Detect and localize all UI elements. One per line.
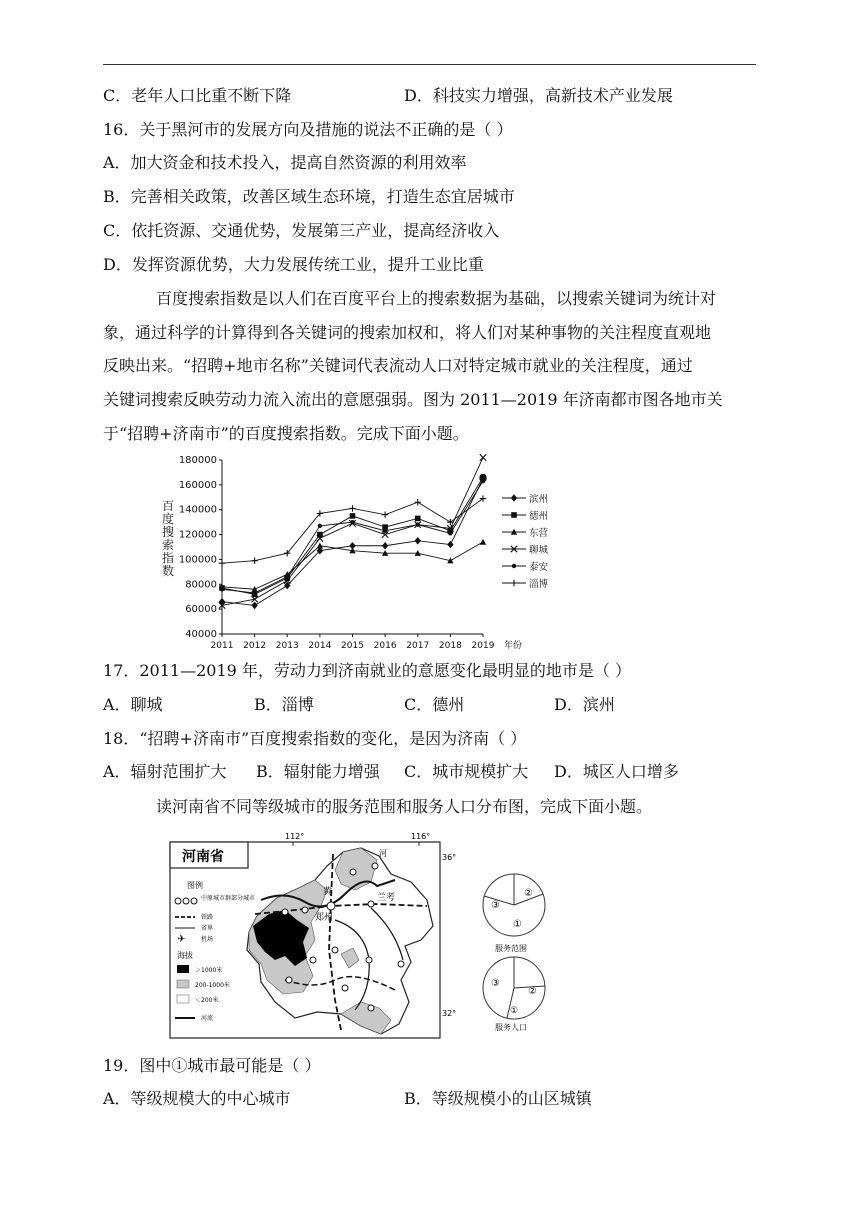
- legend-label: 聊城: [529, 545, 549, 556]
- data-point: [252, 591, 256, 595]
- q17-option-c: C．德州: [404, 695, 465, 714]
- lat-label-36: 36°: [442, 853, 457, 862]
- x-tick-label: 2015: [341, 641, 364, 651]
- q19-option-b: B．等级规模小的山区城镇: [404, 1089, 592, 1108]
- x-tick-label: 2019: [471, 641, 495, 651]
- q18-option-b: B．辐射能力增强: [256, 762, 380, 781]
- series-滨州: [219, 475, 487, 609]
- y-tick-label: 180000: [178, 455, 217, 466]
- ylabel-char: 数: [162, 564, 175, 578]
- series-淄博: [219, 495, 486, 566]
- data-point: [480, 539, 486, 545]
- y-tick-label: 140000: [178, 504, 217, 516]
- legend-label: 德州: [529, 511, 549, 522]
- legend-low: ＜200米: [195, 997, 219, 1004]
- passage1-line5: 于“招聘+济南市”的百度搜索指数。完成下面小题。: [103, 424, 469, 443]
- y-tick-label: 160000: [178, 479, 217, 491]
- airport-icon: ✈: [177, 934, 186, 945]
- q18-option-c: C．城市规模扩大: [404, 762, 529, 781]
- passage1-line2: 象，通过科学的计算得到各关键词的搜索加权和，将人们对某种事物的关注程度直观地: [103, 323, 712, 342]
- legend-marker: [511, 580, 517, 586]
- data-point: [481, 479, 485, 483]
- data-point: [447, 541, 453, 549]
- q17-option-b: B．淄博: [254, 695, 314, 714]
- data-point: [349, 505, 355, 511]
- legend-item: [502, 561, 549, 573]
- series-聊城: [219, 454, 486, 608]
- legend-label: 滨州: [529, 494, 549, 505]
- data-point: [219, 560, 225, 566]
- passage1-line3: 反映出来。“招聘+地市名称”关键词代表流动人口对特定城市就业的关注程度，通过: [103, 356, 693, 375]
- q16-option-a: A．加大资金和技术投入，提高自然资源的利用效率: [103, 153, 467, 172]
- data-point: [251, 602, 257, 610]
- henan-map-figure: [165, 830, 555, 1040]
- data-point: [318, 524, 322, 528]
- data-point: [219, 598, 225, 606]
- q15-option-c: C．老年人口比重不断下降: [103, 86, 292, 105]
- legend-marker: [512, 564, 516, 568]
- legend-item: [502, 493, 548, 505]
- pie1-caption: 服务范围: [495, 944, 527, 953]
- lon-label-116: 116°: [411, 832, 431, 841]
- data-point: [480, 454, 486, 460]
- x-tick-label: 2013: [275, 641, 299, 651]
- y-tick-label: 40000: [185, 629, 217, 640]
- top-rule: [103, 64, 756, 65]
- pie2-label-2: ②: [528, 986, 537, 997]
- pie2-caption: 服务人口: [495, 1023, 527, 1032]
- legend-airport: 机场: [201, 936, 214, 943]
- data-point: [416, 522, 420, 526]
- legend-item: [502, 527, 549, 539]
- legend-label: 东营: [529, 528, 549, 539]
- data-point: [220, 587, 224, 591]
- q16-option-b: B．完善相关政策，改善区域生态环境，打造生态宜居城市: [103, 187, 515, 206]
- legend-item: [502, 544, 549, 556]
- x-tick-label: 2011: [210, 641, 234, 651]
- search-index-line-chart: [140, 448, 560, 654]
- data-point: [480, 495, 486, 501]
- label-zhengzhou: 郑州: [315, 913, 334, 923]
- series-line: [222, 477, 483, 594]
- x-tick-label: 2016: [373, 641, 397, 651]
- legend-title: 图例: [187, 881, 203, 890]
- y-tick-label: 120000: [178, 529, 217, 541]
- q18-option-d: D．城区人口增多: [554, 762, 679, 781]
- data-point: [448, 531, 452, 535]
- pie-service-population: [483, 957, 545, 1032]
- q18-stem: 18．“招聘+济南市”百度搜索指数的变化，是因为济南（ ）: [103, 729, 527, 748]
- legend-label: 淄博: [529, 579, 549, 590]
- q16-stem: 16．关于黑河市的发展方向及措施的说法不正确的是（ ）: [103, 120, 513, 139]
- series-德州: [219, 474, 486, 597]
- y-tick-label: 80000: [185, 579, 217, 591]
- passage1-line1: 百度搜索指数是以人们在百度平台上的搜索数据为基础，以搜索关键词为统计对: [156, 289, 717, 308]
- passage2: 读河南省不同等级城市的服务范围和服务人口分布图，完成下面小题。: [156, 797, 653, 816]
- y-tick-label: 60000: [185, 604, 217, 616]
- series-泰安: [220, 479, 485, 595]
- q16-option-c: C．依托资源、交通优势，发展第三产业，提高经济收入: [103, 221, 500, 240]
- data-point: [350, 520, 354, 524]
- legend-item: [502, 510, 548, 522]
- legend-label: 泰安: [529, 562, 549, 573]
- data-point: [251, 557, 257, 563]
- pie2-label-1: ①: [510, 1006, 519, 1016]
- q18-option-a: A．辐射范围扩大: [103, 762, 227, 781]
- ylabel-char: 索: [162, 538, 175, 552]
- x-tick-label: 2014: [308, 641, 332, 651]
- q17-option-d: D．滨州: [554, 695, 615, 714]
- pie2-label-3: ③: [491, 978, 500, 989]
- legend-mid: 200-1000米: [195, 982, 230, 989]
- data-point: [382, 511, 388, 517]
- data-point: [285, 575, 289, 579]
- chart-xlabel: 年份: [504, 641, 523, 651]
- x-tick-label: 2018: [438, 641, 462, 651]
- data-point: [415, 537, 421, 545]
- data-point: [415, 516, 421, 522]
- passage1-line4: 关键词搜索反映劳动力流入流出的意愿强弱。图为 2011—2019 年济南都市图各地市关: [103, 390, 723, 409]
- lat-label-32: 32°: [442, 1009, 457, 1018]
- q17-option-a: A．聊城: [103, 695, 163, 714]
- data-point: [382, 542, 388, 550]
- legend-marker: [511, 494, 517, 502]
- map-title: 河南省: [182, 849, 224, 865]
- legend-item: [502, 578, 549, 590]
- legend-cities: 中原城市群部分城市: [201, 895, 256, 902]
- data-point: [415, 499, 421, 505]
- q15-option-d: D．科技实力增强，高新技术产业发展: [404, 86, 673, 105]
- ylabel-char: 度: [162, 512, 175, 526]
- chart-ylabel: [162, 499, 174, 578]
- label-lankao: 兰考: [377, 893, 396, 903]
- legend-marker: [511, 512, 517, 518]
- q19-stem: 19．图中①城市最可能是（ ）: [103, 1056, 321, 1075]
- x-tick-label: 2017: [406, 641, 430, 651]
- pie1-label-2: ②: [524, 888, 533, 899]
- label-huang: 黄: [323, 887, 333, 897]
- ylabel-char: 百: [162, 499, 175, 513]
- legend-elev-title: 海拔: [177, 951, 193, 960]
- data-point: [383, 529, 387, 533]
- label-he: 河: [379, 849, 387, 858]
- ylabel-char: 指: [162, 551, 175, 565]
- legend-river: 河流: [201, 1015, 214, 1022]
- pie1-label-3: ③: [491, 900, 500, 911]
- q19-option-a: A．等级规模大的中心城市: [103, 1089, 291, 1108]
- series-line: [222, 481, 483, 593]
- pie1-label-1: ①: [513, 919, 522, 930]
- y-tick-label: 100000: [178, 554, 217, 566]
- ylabel-char: 搜: [162, 525, 175, 539]
- q17-stem: 17．2011—2019 年，劳动力到济南就业的意愿变化最明显的地市是（ ）: [103, 661, 631, 680]
- q16-option-d: D．发挥资源优势，大力发展传统工业，提升工业比重: [103, 255, 484, 274]
- legend-border: 省界: [201, 925, 214, 932]
- data-point: [317, 543, 323, 549]
- legend-high: ＞1000米: [195, 967, 223, 974]
- x-tick-label: 2012: [243, 641, 267, 651]
- legend-rail: 铁路: [201, 914, 214, 921]
- lon-label-112: 112°: [285, 832, 305, 841]
- pie-service-range: [483, 874, 545, 953]
- data-point: [350, 513, 356, 519]
